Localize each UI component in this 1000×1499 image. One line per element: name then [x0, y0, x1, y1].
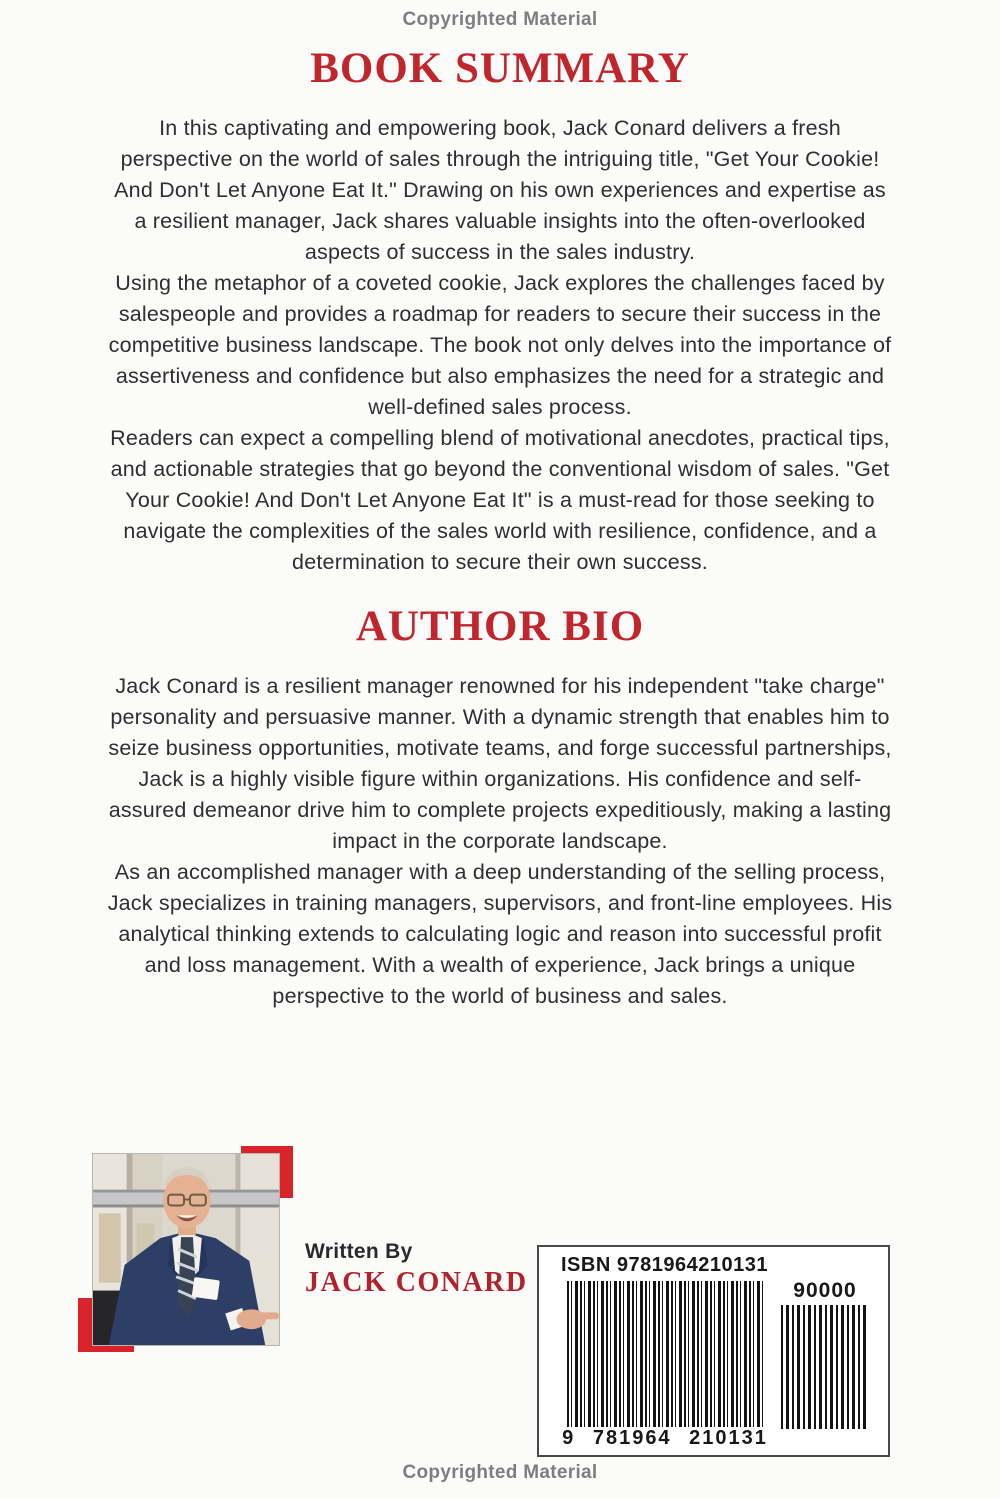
written-by-label: Written By — [305, 1240, 413, 1263]
copyright-notice-top: Copyrighted Material — [402, 9, 598, 30]
ean13-digits: 9 781964 210131 — [547, 1427, 783, 1450]
author-credit — [305, 1240, 528, 1299]
book-summary-heading: BOOK SUMMARY — [310, 45, 690, 92]
author-photo-block — [92, 1153, 280, 1346]
copyright-notice-bottom: Copyrighted Material — [402, 1462, 598, 1483]
author-bio-heading: AUTHOR BIO — [355, 603, 645, 650]
supplement-barcode-bars — [781, 1305, 869, 1429]
ean13-barcode-bars — [567, 1281, 763, 1429]
summary-paragraph-3: Readers can expect a compelling blend of motivational anecdotes, practical tips, and actionable strategies that go beyond the conventional wisdom of sales. "Get Your Cookie! And Don't Let Anyone Eat It" is a must-read for those seeking to navigate the complexities of the sales world with resilience, confidence, and a determination to secure their own success. — [110, 426, 890, 574]
author-name: JACK CONARD — [305, 1267, 528, 1298]
summary-paragraph-2: Using the metaphor of a coveted cookie, Jack explores the challenges faced by salespeople and provides a roadmap for readers to secure their success in the competitive business landscape. The book not only delves into the importance of assertiveness and confidence but also emphasizes the need for a strategic and well-defined sales process. — [108, 271, 892, 419]
bio-paragraph-2: As an accomplished manager with a deep understanding of the selling process, Jack specializes in training managers, supervisors, and front-line employees. His analytical thinking extends to calculating logic and reason into successful profit and loss management. With a wealth of experience, Jack brings a unique perspective to the world of business and sales. — [107, 860, 893, 1008]
isbn-barcode-block — [537, 1245, 890, 1457]
price-supplement-code: 90000 — [793, 1279, 857, 1302]
isbn-label: ISBN 9781964210131 — [561, 1254, 768, 1276]
author-bio-text — [105, 671, 895, 1012]
summary-paragraph-1: In this captivating and empowering book, Jack Conard delivers a fresh perspective on the world of sales through the intriguing title, "Get Your Cookie! And Don't Let Anyone Eat It." Drawing on his own experiences and expertise as a resilient manager, Jack shares valuable insights into the often-overlooked aspects of success in the sales industry. — [114, 116, 886, 264]
book-summary-text — [105, 113, 895, 578]
bio-paragraph-1: Jack Conard is a resilient manager renowned for his independent "take charge" personality and persuasive manner. With a dynamic strength that enables him to seize business opportunities, motivate teams, and forge successful partnerships, Jack is a highly visible figure within organizations. His confidence and self-assured demeanor drive him to complete projects expeditiously, making a lasting impact in the corporate landscape. — [108, 674, 892, 853]
author-photo — [92, 1153, 280, 1346]
